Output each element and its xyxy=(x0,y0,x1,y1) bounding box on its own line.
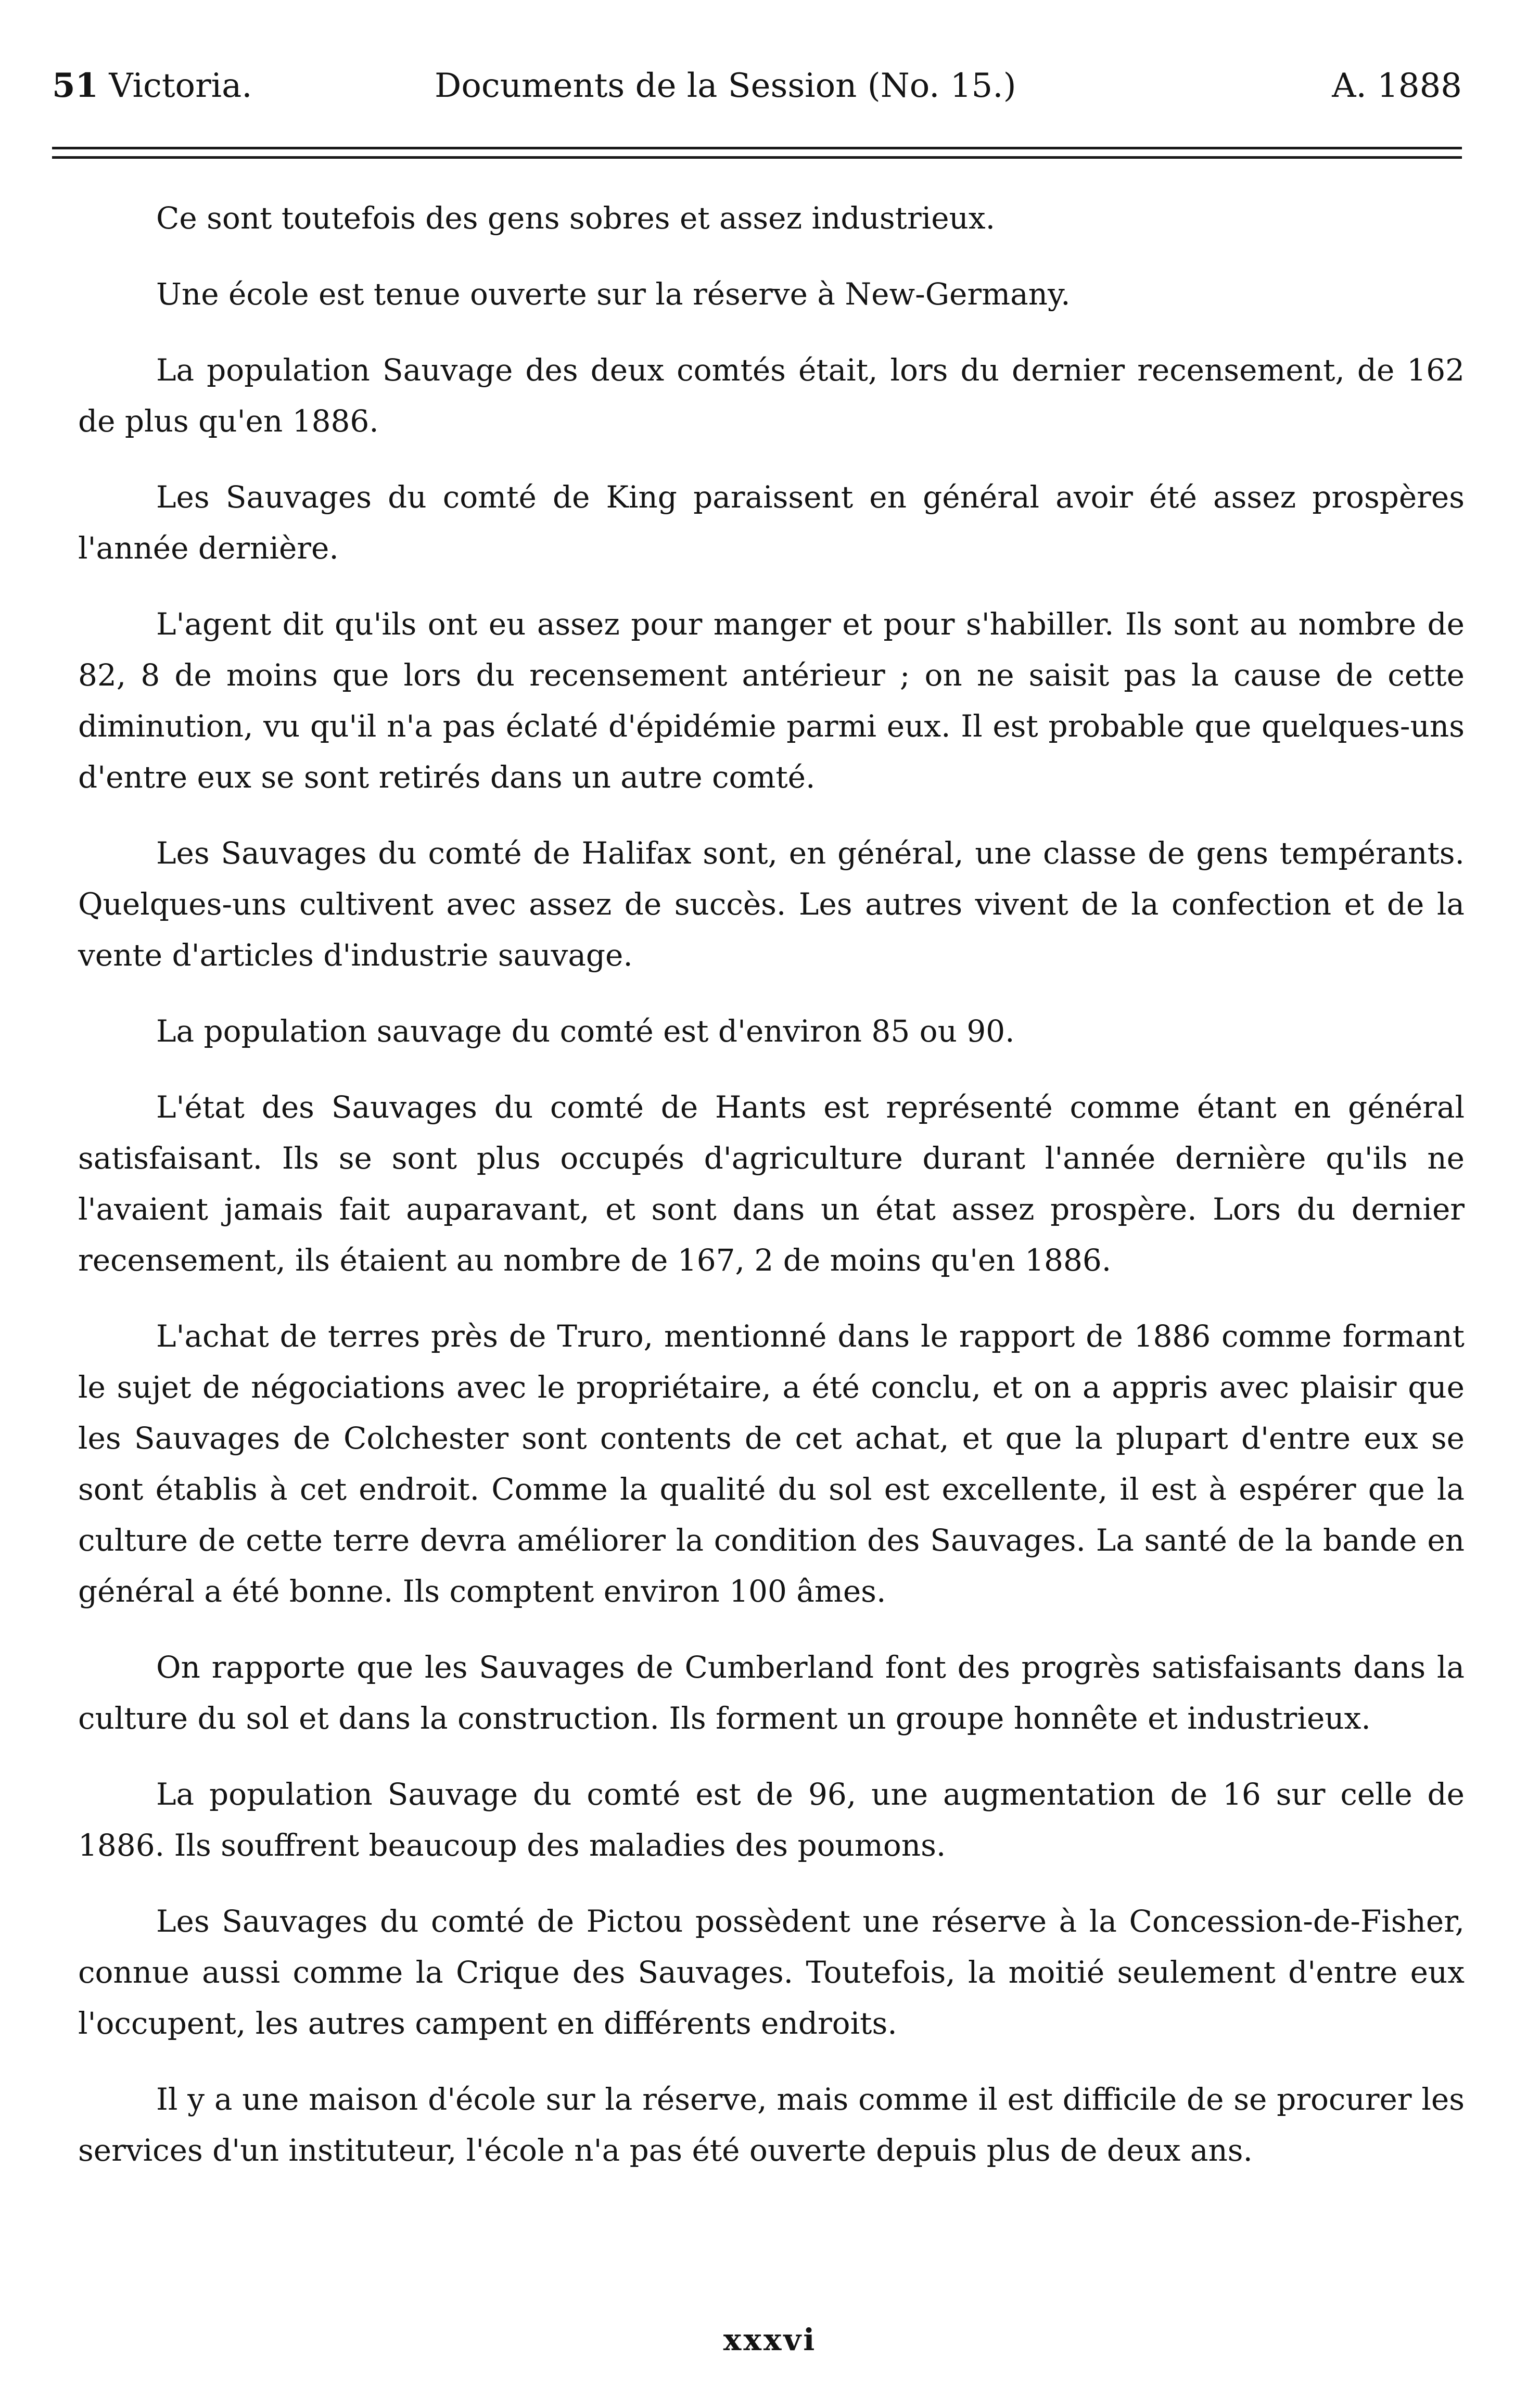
header-rule-bottom xyxy=(52,156,1462,159)
paragraph: Une école est tenue ouverte sur la réserve à New-Germany. xyxy=(156,276,1071,312)
header-year: A. 1888 xyxy=(1332,67,1462,105)
paragraph: Ce sont toutefois des gens sobres et assez industrieux. xyxy=(156,200,996,236)
paragraph: On rapporte que les Sauvages de Cumberland font des progrès satisfaisants dans la culture du sol et dans la construction. Ils forment un groupe honnête et industrieux. xyxy=(78,1650,1465,1736)
paragraph: La population Sauvage des deux comtés était, lors du dernier recensement, de 162 de plus qu'en 1886. xyxy=(78,352,1465,439)
paragraph: Les Sauvages du comté de Pictou possèdent une réserve à la Concession-de-Fisher, connue aussi comme la Crique des Sauvages. Toutefois, la moitié seulement d'entre eux l'occupent, les autres campent en différents endroits. xyxy=(78,1904,1465,2041)
running-header xyxy=(52,57,1462,115)
header-volume-text: Victoria. xyxy=(109,67,252,105)
page-number: xxxvi xyxy=(723,2322,817,2357)
header-volume-number: 51 xyxy=(52,66,99,105)
paragraph: La population sauvage du comté est d'environ 85 ou 90. xyxy=(156,1013,1015,1049)
body-text xyxy=(78,193,1465,2201)
header-rule-top xyxy=(52,147,1462,149)
paragraph: Il y a une maison d'école sur la réserve, mais comme il est difficile de se procurer les services d'un instituteur, l'école n'a pas été ouverte depuis plus de deux ans. xyxy=(78,2082,1465,2168)
header-title: Documents de la Session (No. 15.) xyxy=(435,67,1016,105)
paragraph: L'achat de terres près de Truro, mentionné dans le rapport de 1886 comme formant le sujet de négociations avec le propriétaire, a été conclu, et on a appris avec plaisir que les Sauvages de Colchester sont contents de cet achat, et que la plupart d'entre eux se sont établis à cet endroit. Comme la qualité du sol est excellente, il est à espérer que la culture de cette terre devra améliorer la condition des Sauvages. La santé de la bande en général a été bonne. Ils comptent environ 100 âmes. xyxy=(78,1318,1465,1609)
paragraph: L'agent dit qu'ils ont eu assez pour manger et pour s'habiller. Ils sont au nombre de 82, 8 de moins que lors du recensement antérieur ; on ne saisit pas la cause de cette diminution, vu qu'il n'a pas éclaté d'épidémie parmi eux. Il est probable que quelques-uns d'entre eux se sont retirés dans un autre comté. xyxy=(78,606,1465,795)
header-volume xyxy=(52,57,252,115)
paragraph: La population Sauvage du comté est de 96, une augmentation de 16 sur celle de 1886. Ils souffrent beaucoup des maladies des poumons. xyxy=(78,1777,1465,1863)
paragraph: Les Sauvages du comté de King paraissent en général avoir été assez prospères l'année dernière. xyxy=(78,479,1465,566)
paragraph: Les Sauvages du comté de Halifax sont, en général, une classe de gens tempérants. Quelques-uns cultivent avec assez de succès. Les autres vivent de la confection et de la vente d'articles d'industrie sauvage. xyxy=(78,835,1465,973)
paragraph: L'état des Sauvages du comté de Hants est représenté comme étant en général satisfaisant. Ils se sont plus occupés d'agriculture durant l'année dernière qu'ils ne l'avaient jamais fait auparavant, et sont dans un état assez prospère. Lors du dernier recensement, ils étaient au nombre de 167, 2 de moins qu'en 1886. xyxy=(78,1089,1465,1278)
